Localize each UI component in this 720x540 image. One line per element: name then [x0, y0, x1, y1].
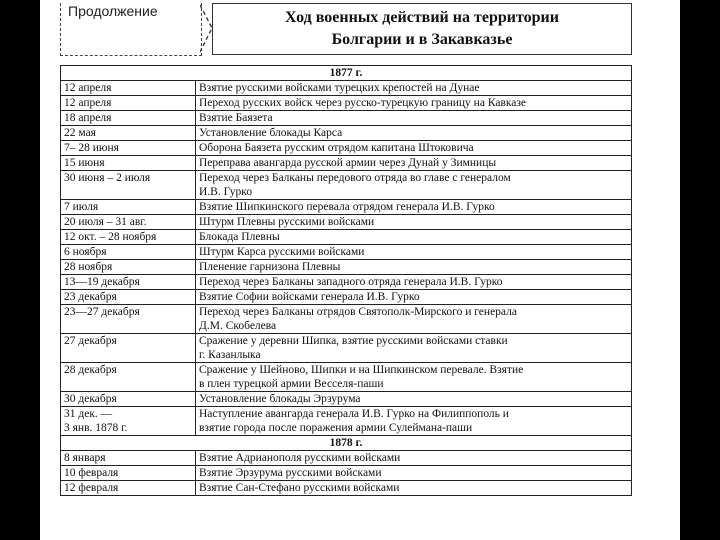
- event-cell: [196, 305, 632, 334]
- date-cell: [61, 81, 196, 96]
- date-text: 23—27 декабря: [64, 306, 140, 318]
- date-text: 15 июня: [64, 157, 105, 169]
- event-text-line2: в плен турецкой армии Весселя-паши: [199, 378, 384, 390]
- date-text: 22 мая: [64, 127, 96, 139]
- event-row: [61, 111, 632, 126]
- date-text: 6 ноября: [64, 246, 107, 258]
- date-text: 7 июля: [64, 201, 99, 213]
- date-cell: [61, 171, 196, 200]
- event-text: Установление блокады Эрзурума: [199, 393, 361, 405]
- event-row: [61, 334, 632, 363]
- event-text: Взятие Баязета: [199, 112, 273, 124]
- event-text: Переправа авангарда русской армии через Дунай у Зимницы: [199, 157, 497, 169]
- event-cell: [196, 81, 632, 96]
- date-cell: [61, 407, 196, 436]
- event-text: Блокада Плевны: [199, 231, 280, 243]
- event-text: Переход через Балканы передового отряда во главе с генералом: [199, 172, 511, 184]
- date-text: 12 февраля: [64, 482, 119, 494]
- document-page: [40, 0, 680, 540]
- event-row: [61, 363, 632, 392]
- event-cell: [196, 363, 632, 392]
- date-text: 8 января: [64, 452, 106, 464]
- date-text: 28 декабря: [64, 364, 117, 376]
- title-line-1: Ход военных действий на территории: [285, 9, 559, 26]
- event-row: [61, 466, 632, 481]
- event-row: [61, 230, 632, 245]
- date-cell: [61, 260, 196, 275]
- date-cell: [61, 481, 196, 496]
- event-row: [61, 245, 632, 260]
- date-text: 12 апреля: [64, 82, 112, 94]
- date-text: 30 июня – 2 июля: [64, 172, 151, 184]
- event-cell: [196, 245, 632, 260]
- date-cell: [61, 200, 196, 215]
- date-text: 18 апреля: [64, 112, 112, 124]
- year-heading: 1878 г.: [61, 436, 632, 451]
- date-text: 20 июля – 31 авг.: [64, 216, 147, 228]
- title-line-2: Болгарии и в Закавказье: [331, 31, 513, 48]
- event-cell: [196, 200, 632, 215]
- year-heading: 1877 г.: [61, 66, 632, 81]
- event-row: [61, 407, 632, 436]
- event-cell: [196, 126, 632, 141]
- date-cell: [61, 126, 196, 141]
- event-row: [61, 481, 632, 496]
- event-text-line2: взятие города после поражения армии Сулеймана-паши: [199, 422, 473, 434]
- event-row: [61, 141, 632, 156]
- event-row: [61, 451, 632, 466]
- date-text: 28 ноября: [64, 261, 113, 273]
- event-text: Переход русских войск через русско-турецкую границу на Кавказе: [199, 97, 527, 109]
- date-text: 7– 28 июня: [64, 142, 119, 154]
- date-text: 13—19 декабря: [64, 276, 140, 288]
- event-cell: [196, 156, 632, 171]
- date-text: 27 декабря: [64, 335, 117, 347]
- date-text: 12 окт. – 28 ноября: [64, 231, 157, 243]
- year-row: [61, 66, 632, 81]
- date-cell: [61, 305, 196, 334]
- date-cell: [61, 334, 196, 363]
- event-cell: [196, 466, 632, 481]
- event-row: [61, 215, 632, 230]
- event-text: Пленение гарнизона Плевны: [199, 261, 341, 273]
- event-text: Взятие Софии войсками генерала И.В. Гурко: [199, 291, 420, 303]
- event-text-line2: Д.М. Скобелева: [199, 320, 277, 332]
- event-text: Взятие Шипкинского перевала отрядом генерала И.В. Гурко: [199, 201, 495, 213]
- event-cell: [196, 451, 632, 466]
- event-text-line2: г. Казанлыка: [199, 349, 261, 361]
- event-text-line2: И.В. Гурко: [199, 186, 253, 198]
- event-text: Штурм Карса русскими войсками: [199, 246, 365, 258]
- event-cell: [196, 334, 632, 363]
- event-cell: [196, 290, 632, 305]
- date-cell: [61, 230, 196, 245]
- date-cell: [61, 466, 196, 481]
- event-cell: [196, 230, 632, 245]
- event-cell: [196, 481, 632, 496]
- event-row: [61, 96, 632, 111]
- event-row: [61, 290, 632, 305]
- date-cell: [61, 363, 196, 392]
- event-cell: [196, 171, 632, 200]
- date-text: 31 дек. —: [64, 408, 113, 420]
- event-cell: [196, 141, 632, 156]
- date-cell: [61, 215, 196, 230]
- event-row: [61, 171, 632, 200]
- event-text: Взятие русскими войсками турецких крепостей на Дунае: [199, 82, 480, 94]
- date-text: 12 апреля: [64, 97, 112, 109]
- year-row: [61, 436, 632, 451]
- event-row: [61, 81, 632, 96]
- event-row: [61, 392, 632, 407]
- date-cell: [61, 451, 196, 466]
- event-cell: [196, 407, 632, 436]
- date-cell: [61, 290, 196, 305]
- event-cell: [196, 96, 632, 111]
- date-cell: [61, 275, 196, 290]
- event-text: Переход через Балканы отрядов Святополк-Мирского и генерала: [199, 306, 517, 318]
- event-row: [61, 260, 632, 275]
- events-table: [60, 65, 632, 496]
- title-box: [212, 3, 632, 55]
- date-cell: [61, 156, 196, 171]
- event-row: [61, 156, 632, 171]
- event-text: Взятие Адрианополя русскими войсками: [199, 452, 401, 464]
- event-cell: [196, 215, 632, 230]
- event-text: Сражение у деревни Шипка, взятие русскими войсками ставки: [199, 335, 508, 347]
- event-text: Установление блокады Карса: [199, 127, 343, 139]
- event-text: Взятие Эрзурума русскими войсками: [199, 467, 382, 479]
- date-text: 10 февраля: [64, 467, 119, 479]
- event-cell: [196, 392, 632, 407]
- date-cell: [61, 96, 196, 111]
- date-text: 30 декабря: [64, 393, 117, 405]
- event-text: Переход через Балканы западного отряда генерала И.В. Гурко: [199, 276, 503, 288]
- event-row: [61, 305, 632, 334]
- event-text: Штурм Плевны русскими войсками: [199, 216, 375, 228]
- date-text: 23 декабря: [64, 291, 117, 303]
- event-text: Сражение у Шейново, Шипки и на Шипкинском перевале. Взятие: [199, 364, 524, 376]
- event-cell: [196, 260, 632, 275]
- date-text-line2: 3 янв. 1878 г.: [64, 422, 128, 434]
- event-cell: [196, 275, 632, 290]
- event-row: [61, 275, 632, 290]
- date-cell: [61, 392, 196, 407]
- continuation-label: Продолжение: [68, 3, 158, 19]
- event-text: Взятие Сан-Стефано русскими войсками: [199, 482, 400, 494]
- event-row: [61, 200, 632, 215]
- event-row: [61, 126, 632, 141]
- event-text: Оборона Баязета русским отрядом капитана Штоковича: [199, 142, 474, 154]
- event-text: Наступление авангарда генерала И.В. Гурко на Филиппополь и: [199, 408, 509, 420]
- date-cell: [61, 141, 196, 156]
- date-cell: [61, 245, 196, 260]
- date-cell: [61, 111, 196, 126]
- event-cell: [196, 111, 632, 126]
